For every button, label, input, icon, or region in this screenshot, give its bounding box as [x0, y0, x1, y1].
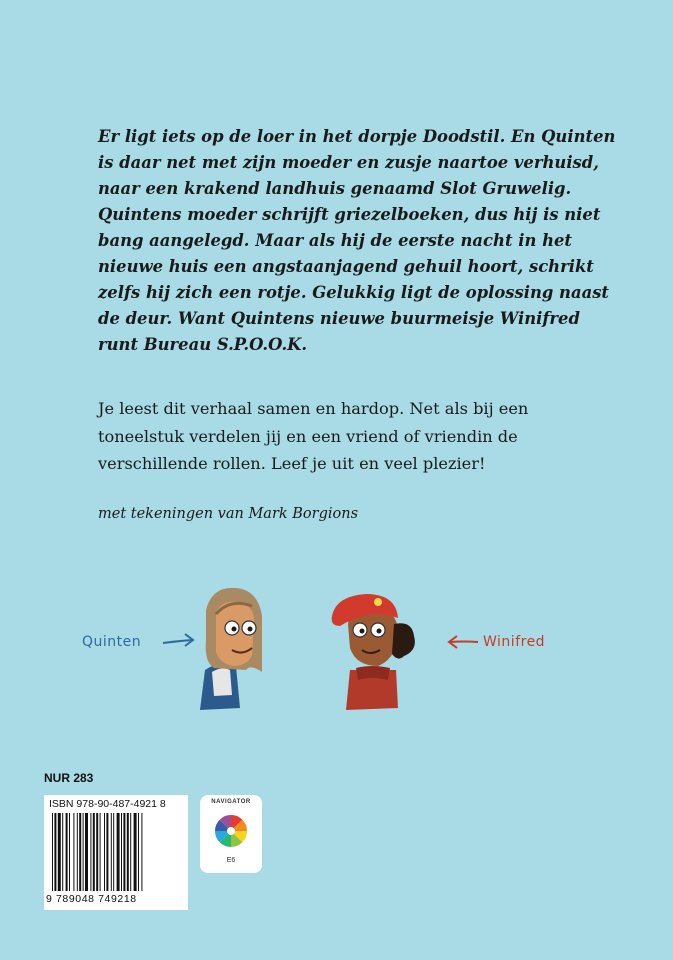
reading-instructions — [98, 395, 618, 478]
back-cover-blurb — [98, 124, 618, 358]
quinten-figure — [200, 588, 262, 710]
blurb-line: zelfs hij zich een rotje. Gelukkig ligt de oplossing naast — [98, 283, 609, 302]
blurb-line: naar een krakend landhuis genaamd Slot Gruwelig. — [98, 179, 572, 198]
navigator-level: E6 — [226, 857, 236, 864]
blurb-line: de deur. Want Quintens nieuwe buurmeisje Winifred — [98, 309, 580, 328]
blurb-line: is daar net met zijn moeder en zusje naartoe verhuisd, — [98, 153, 599, 172]
navigator-label: NAVIGATOR — [211, 799, 251, 805]
isbn-digits: 9 789048 749218 — [46, 893, 137, 905]
blurb-line: Quintens moeder schrijft griezelboeken, dus hij is niet — [98, 205, 601, 224]
blurb-line: Er ligt iets op de loer in het dorpje Doodstil. En Quinten — [98, 127, 616, 146]
quinten-arrow-icon — [163, 634, 193, 646]
illustrator-credit: met tekeningen van Mark Borgions — [98, 506, 359, 522]
nur-code: NUR 283 — [44, 771, 94, 785]
isbn-label: ISBN 978-90-487-4921 8 — [49, 798, 166, 810]
blurb-line: bang aangelegd. Maar als hij de eerste nacht in het — [98, 231, 572, 250]
instruction-line: Je leest dit verhaal samen en hardop. Net als bij een — [98, 399, 529, 418]
instruction-line: toneelstuk verdelen jij en een vriend of vriendin de — [98, 426, 518, 446]
barcode — [44, 795, 188, 910]
winifred-label: Winifred — [483, 634, 546, 650]
navigator-badge — [200, 795, 262, 873]
blurb-line: nieuwe huis een angstaanjagend gehuil hoort, schrikt — [98, 257, 594, 276]
quinten-label: Quinten — [82, 634, 142, 650]
instruction-line: verschillende rollen. Leef je uit en veel plezier! — [98, 454, 486, 473]
blurb-line: runt Bureau S.P.O.O.K. — [98, 335, 308, 354]
winifred-arrow-icon — [449, 636, 478, 648]
winifred-figure — [332, 594, 415, 710]
